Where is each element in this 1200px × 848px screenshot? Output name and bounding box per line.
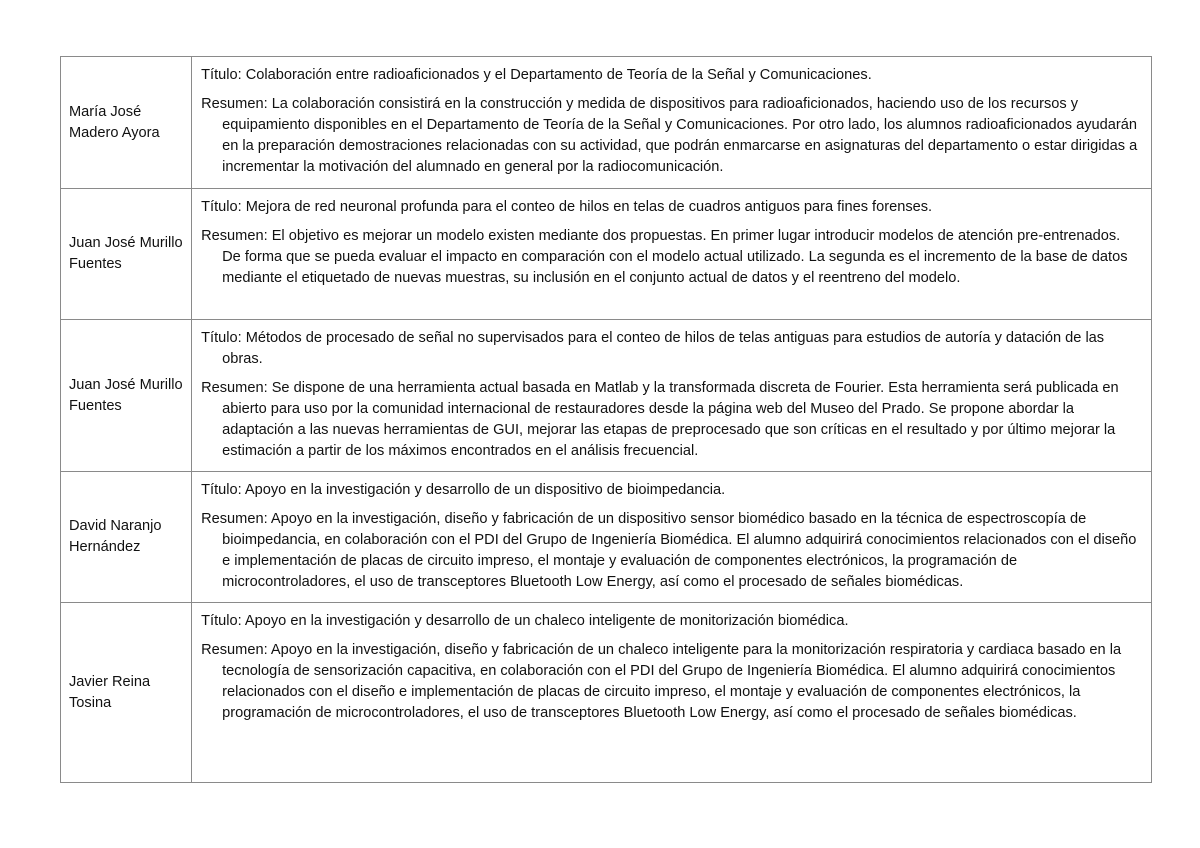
project-title [201, 480, 1141, 501]
project-description [192, 603, 1152, 783]
project-summary [201, 94, 1141, 178]
project-title [201, 328, 1141, 370]
title-label: Título: [201, 482, 242, 498]
project-summary [201, 226, 1141, 289]
table-row [61, 57, 1152, 189]
summary-text: La colaboración consistirá en la construcción y medida de dispositivos para radioaficionados, haciendo uso de los recursos y equipamiento disponibles en el Departamento de Teoría de la Señal y Comunicaciones. Por otro lado, los alumnos radioaficionados ayudarán en la preparación demostraciones relacionadas con su actividad, que podrán enmarcarse en asignaturas del departamento o estar dirigidas a incrementar la motivación del alumnado en general por la radiocomunicación. [222, 96, 1138, 175]
project-title [201, 65, 1141, 86]
project-title [201, 611, 1141, 632]
summary-text: El objetivo es mejorar un modelo existen mediante dos propuestas. En primer lugar introducir modelos de atención pre-entrenados. De forma que se pueda evaluar el impacto en comparación con el modelo actual utilizado. La segunda es el incremento de la base de datos mediante el etiquetado de nuevas muestras, su inclusión en el conjunto actual de datos y el reentreno del modelo. [222, 228, 1128, 286]
summary-label: Resumen: [201, 642, 268, 658]
project-summary [201, 509, 1141, 593]
project-title [201, 197, 1141, 218]
table-row [61, 603, 1152, 783]
title-text: Apoyo en la investigación y desarrollo de un chaleco inteligente de monitorización biomédica. [244, 613, 849, 629]
title-text: Métodos de procesado de señal no supervisados para el conteo de hilos de telas antiguas para estudios de autoría y datación de las obras. [222, 330, 1105, 367]
summary-text: Se dispone de una herramienta actual basada en Matlab y la transformada discreta de Fourier. Esta herramienta será publicada en abierto para uso por la comunidad internacional de restauradores desde la página web del Museo del Prado. Se propone abordar la adaptación a las nuevas herramientas de GUI, mejorar las etapas de preprocesado que son críticas en el resultado y por último mejorar la estimación a partir de los máximos encontrados en el análisis frecuencial. [222, 380, 1119, 459]
title-label: Título: [201, 613, 242, 629]
project-description [192, 320, 1152, 472]
table-row [61, 189, 1152, 320]
project-summary [201, 378, 1141, 462]
project-description [192, 472, 1152, 603]
title-label: Título: [201, 67, 242, 83]
project-summary [201, 640, 1141, 724]
summary-label: Resumen: [201, 511, 268, 527]
table-row [61, 472, 1152, 603]
supervisor-name: David Naranjo Hernández [61, 472, 192, 603]
projects-table [60, 56, 1152, 783]
table-row [61, 320, 1152, 472]
project-description [192, 57, 1152, 189]
title-text: Colaboración entre radioaficionados y el Departamento de Teoría de la Señal y Comunicaciones. [245, 67, 872, 83]
summary-label: Resumen: [201, 96, 268, 112]
summary-text: Apoyo en la investigación, diseño y fabricación de un chaleco inteligente para la monitorización respiratoria y cardiaca basado en la tecnología de sensorización capacitiva, en colaboración con el PDI del Grupo de Ingeniería Biomédica. El alumno adquirirá conocimientos relacionados con el diseño e implementación de placas de circuito impreso, el montaje y evaluación de componentes electrónicos, la programación de microcontroladores, el uso de transceptores Bluetooth Low Energy, así como el procesado de señales biomédicas. [222, 642, 1122, 721]
supervisor-name: María José Madero Ayora [61, 57, 192, 189]
summary-label: Resumen: [201, 380, 268, 396]
project-description [192, 189, 1152, 320]
summary-text: Apoyo en la investigación, diseño y fabricación de un dispositivo sensor biomédico basado en la técnica de espectroscopía de bioimpedancia, en colaboración con el PDI del Grupo de Ingeniería Biomédica. El alumno adquirirá conocimientos relacionados con el diseño e implementación de placas de circuito impreso, el montaje y evaluación de componentes electrónicos, la programación de microcontroladores, el uso de transceptores Bluetooth Low Energy, así como el procesado de señales biomédicas. [222, 511, 1137, 590]
title-text: Apoyo en la investigación y desarrollo de un dispositivo de bioimpedancia. [244, 482, 726, 498]
title-label: Título: [201, 330, 242, 346]
supervisor-name: Juan José Murillo Fuentes [61, 189, 192, 320]
summary-label: Resumen: [201, 228, 268, 244]
title-label: Título: [201, 199, 242, 215]
supervisor-name: Juan José Murillo Fuentes [61, 320, 192, 472]
supervisor-name: Javier Reina Tosina [61, 603, 192, 783]
title-text: Mejora de red neuronal profunda para el conteo de hilos en telas de cuadros antiguos para fines forenses. [245, 199, 933, 215]
